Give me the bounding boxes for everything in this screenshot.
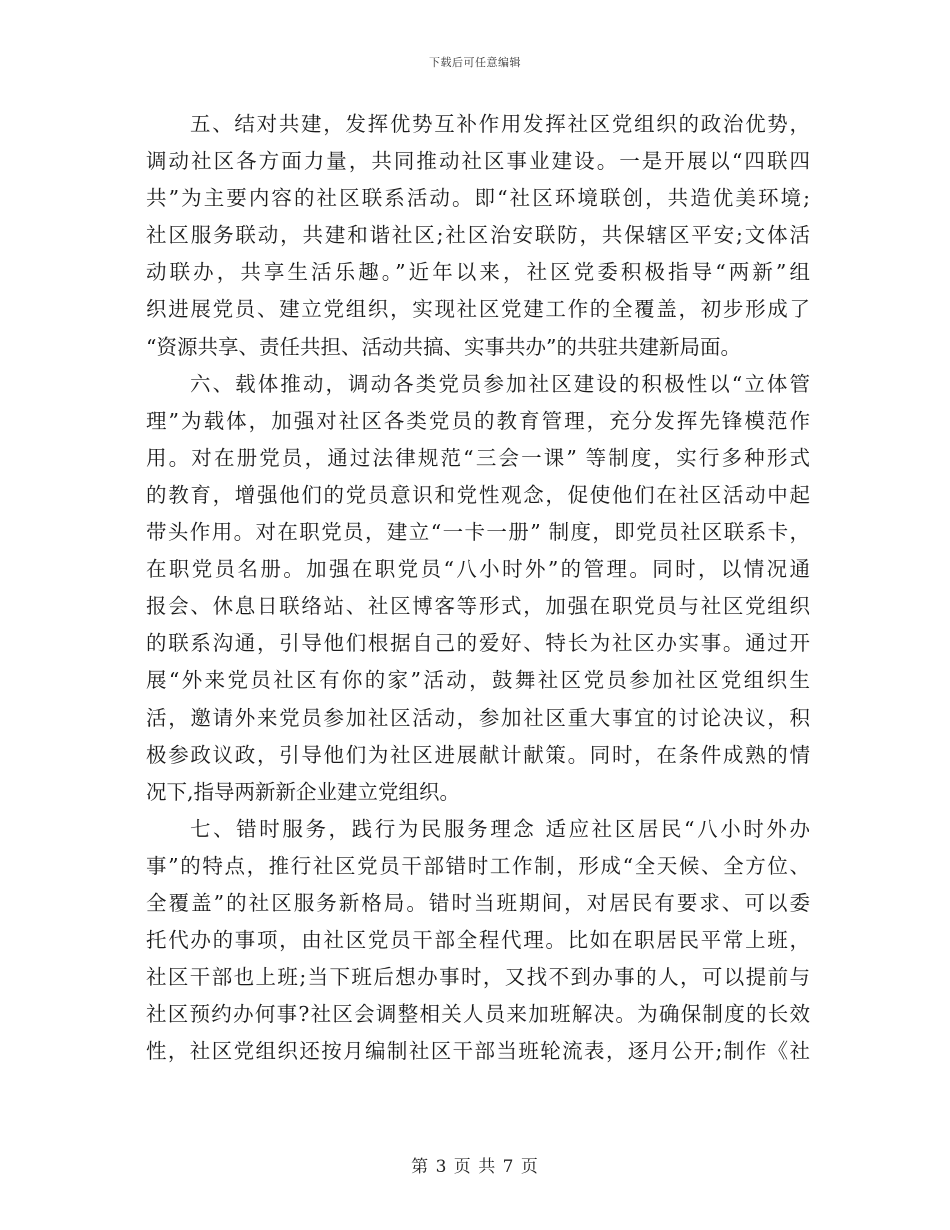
paragraph-line: 共”为主要内容的社区联系活动。即“社区环境联创，共造优美环境;: [146, 186, 810, 211]
paragraph-line: 动联办，共享生活乐趣。”近年以来，社区党委积极指导“两新”组: [146, 260, 810, 285]
paragraph-line: 性，社区党组织还按月编制社区干部当班轮流表，逐月公开;制作《社: [146, 1039, 810, 1064]
document-body: [146, 106, 810, 1070]
paragraph-line: 在职党员名册。加强在职党员“八小时外”的管理。同时，以情况通: [146, 557, 810, 582]
paragraph-line: 带头作用。对在职党员，建立“一卡一册” 制度，即党员社区联系卡，: [146, 520, 810, 545]
paragraph-line: 活，邀请外来党员参加社区活动，参加社区重大事宜的讨论决议，积: [146, 705, 810, 730]
paragraph-1: [146, 106, 810, 366]
paragraph-line: 五、结对共建，发挥优势互补作用发挥社区党组织的政治优势，: [190, 112, 810, 136]
paragraph-line: 织进展党员、建立党组织，实现社区党建工作的全覆盖，初步形成了: [146, 297, 810, 322]
paragraph-line: 社区干部也上班;当下班后想办事时，又找不到办事的人，可以提前与: [146, 965, 810, 990]
page-footer: 第 3 页 共 7 页: [411, 1157, 539, 1177]
paragraph-line: 展“外来党员社区有你的家”活动，鼓舞社区党员参加社区党组织生: [146, 668, 810, 693]
paragraph-line: 的联系沟通，引导他们根据自己的爱好、特长为社区办实事。通过开: [146, 631, 810, 656]
paragraph-line: “资源共享、责任共担、活动共搞、实事共办”的共驻共建新局面。: [146, 334, 741, 359]
page-header: 下载后可任意编辑: [429, 56, 521, 69]
paragraph-line: 用。对在册党员，通过法律规范“三会一课” 等制度，实行多种形式: [146, 445, 810, 470]
paragraph-line: 的教育，增强他们的党员意识和党性观念，促使他们在社区活动中起: [146, 482, 810, 507]
paragraph-line: 七、错时服务，践行为民服务理念 适应社区居民“八小时外办: [190, 816, 810, 841]
paragraph-3: [146, 811, 810, 1071]
paragraph-line: 况下,指导两新新企业建立党组织。: [146, 779, 461, 804]
paragraph-line: 理”为载体，加强对社区各类党员的教育管理，充分发挥先锋模范作: [146, 408, 810, 433]
paragraph-line: 托代办的事项，由社区党员干部全程代理。比如在职居民平常上班，: [146, 928, 810, 953]
paragraph-line: 社区服务联动，共建和谐社区;社区治安联防，共保辖区平安;文体活: [146, 223, 810, 248]
paragraph-line: 社区预约办何事?社区会调整相关人员来加班解决。为确保制度的长效: [146, 1002, 810, 1027]
paragraph-line: 报会、休息日联络站、社区博客等形式，加强在职党员与社区党组织: [146, 594, 810, 619]
paragraph-line: 六、载体推动，调动各类党员参加社区建设的积极性以“立体管: [190, 371, 810, 396]
paragraph-line: 极参政议政，引导他们为社区进展献计献策。同时，在条件成熟的情: [146, 742, 810, 767]
paragraph-line: 事”的特点，推行社区党员干部错时工作制，形成“全天候、全方位、: [146, 853, 810, 878]
paragraph-2: [146, 366, 810, 811]
paragraph-line: 调动社区各方面力量，共同推动社区事业建设。一是开展以“四联四: [146, 149, 810, 174]
paragraph-line: 全覆盖”的社区服务新格局。错时当班期间，对居民有要求、可以委: [146, 890, 810, 915]
